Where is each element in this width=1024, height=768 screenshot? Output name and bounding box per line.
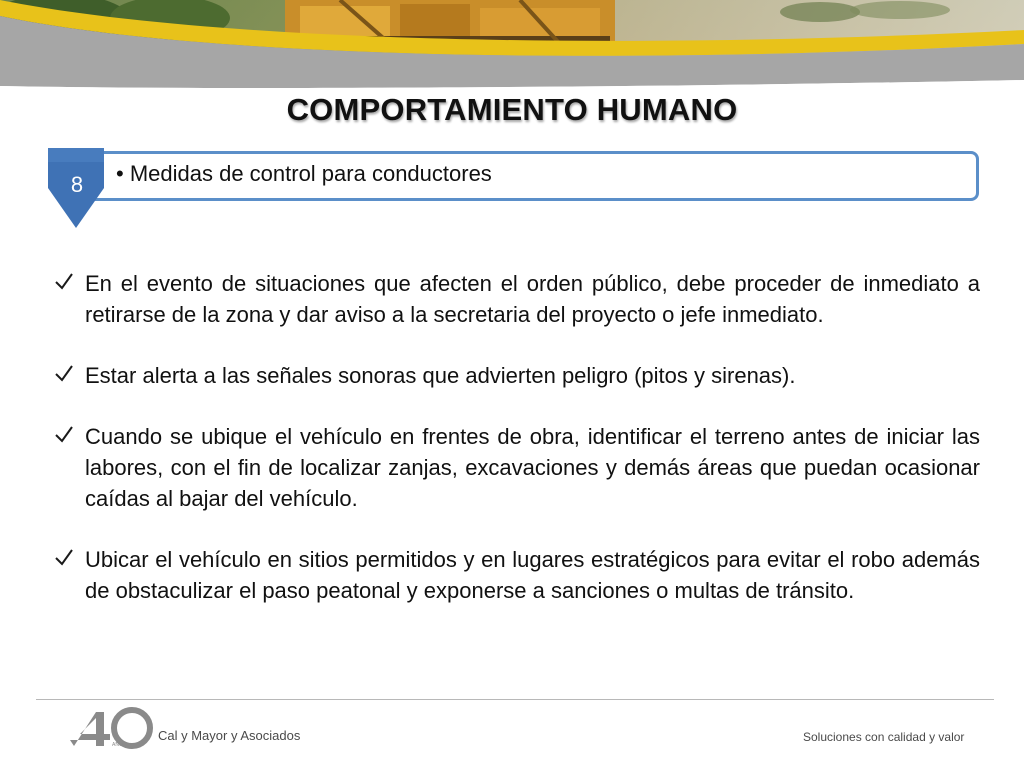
checkmark-icon [54,363,74,383]
construction-banner-image [0,0,1024,92]
list-item-text: En el evento de situaciones que afecten el orden público, debe proceder de inmediato a retirarse de la zona y dar aviso a la secretaria del proyecto o jefe inmediato. [85,271,980,327]
company-logo [66,706,154,750]
section-number: 8 [70,172,84,197]
bullet-list [48,268,980,636]
list-item-text: Estar alerta a las señales sonoras que advierten peligro (pitos y sirenas). [85,363,796,388]
logo-small-text: AÑOS [112,742,127,748]
header-banner [0,0,1024,92]
checkmark-icon [54,424,74,444]
list-item [48,421,980,514]
footer-divider [36,699,994,700]
checkmark-icon [54,547,74,567]
footer-tagline: Soluciones con calidad y valor [803,730,965,744]
list-item-text: Cuando se ubique el vehículo en frentes de obra, identificar el terreno antes de iniciar las labores, con el fin de localizar zanjas, excavaciones y demás áreas que puedan ocasionar caídas al bajar del vehículo. [85,424,980,511]
list-item [48,268,980,330]
company-name: Cal y Mayor y Asociados [158,728,301,743]
checkmark-icon [54,271,74,291]
section-label: • Medidas de control para conductores [116,161,492,186]
list-item [48,360,980,391]
list-item-text: Ubicar el vehículo en sitios permitidos y en lugares estratégicos para evitar el robo además de obstaculizar el paso peatonal y exponerse a sanciones o multas de tránsito. [85,547,980,603]
list-item [48,544,980,606]
page-title: COMPORTAMIENTO HUMANO [286,92,738,127]
